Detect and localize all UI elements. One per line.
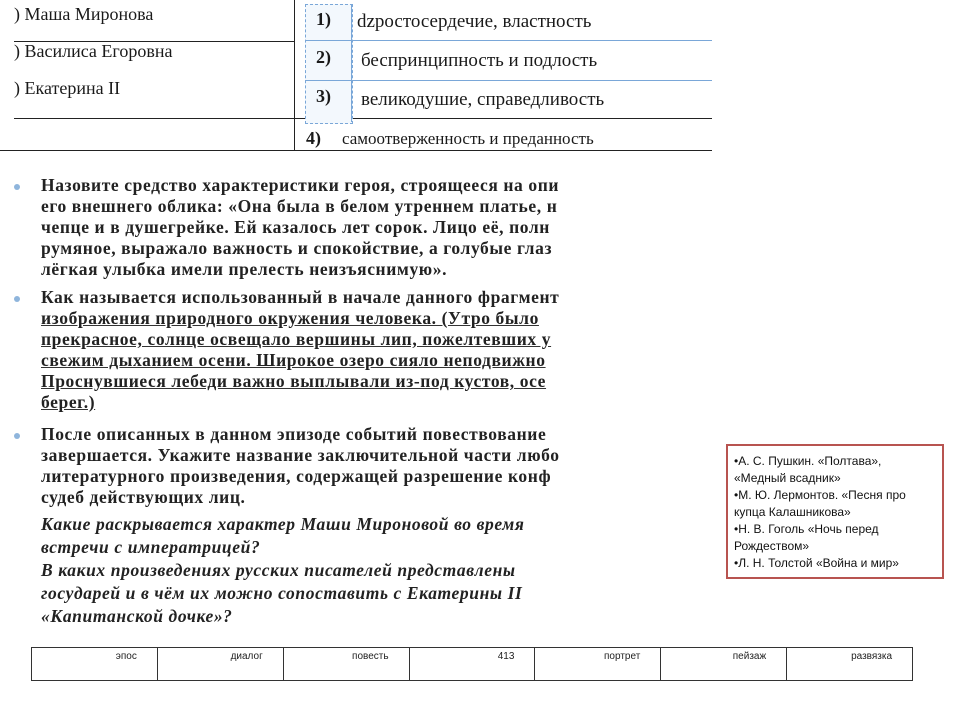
task-2-text <box>41 287 712 413</box>
table-row-divider <box>14 118 712 119</box>
text-line: изображения природного окружения человека. (Утро было <box>41 308 539 328</box>
number-box-border <box>351 4 352 122</box>
option-number: 2) <box>316 47 331 67</box>
reference-box <box>726 444 944 579</box>
terms-table <box>31 647 913 681</box>
text-line: литературного произведения, содержащей разрешение конф <box>41 466 552 486</box>
trait-text: беспринципность и подлость <box>361 50 598 71</box>
reference-item: •М. Ю. Лермонтов. «Песня про купца Калашникова» <box>734 488 906 519</box>
text-line: После описанных в данном эпизоде событий повествование <box>41 424 547 444</box>
text-line: свежим дыханием осени. Широкое озеро сияло неподвижно <box>41 350 546 370</box>
text-line: румяное, выражало важность и спокойствие, а голубые глаз <box>41 238 553 258</box>
option-number: 1) <box>316 9 331 29</box>
number-row-divider <box>305 40 712 41</box>
text-line: прекрасное, солнце освещало вершины лип, пожелтевших у <box>41 329 552 349</box>
text-line: Назовите средство характеристики героя, строящееся на опи <box>41 175 560 195</box>
task-1-text <box>41 175 712 280</box>
text-line: завершается. Укажите название заключительной части любо <box>41 445 560 465</box>
option-number: 4) <box>306 128 321 148</box>
table-bottom-border <box>0 150 712 151</box>
matching-table <box>0 0 712 150</box>
question-line: Какие раскрывается характер Маши Мироновой во время <box>41 514 525 534</box>
term-cell: диалог <box>158 648 284 680</box>
character-name: ) Василиса Егоровна <box>14 41 173 61</box>
term-cell: развязка <box>851 651 893 662</box>
text-line: судеб действующих лиц. <box>41 487 246 507</box>
question-line: В каких произведениях русских писателей представлены <box>41 560 516 580</box>
text-line: его внешнего облика: «Она была в белом утреннем платье, н <box>41 196 558 216</box>
discussion-questions <box>41 513 712 628</box>
term-cell: портрет <box>535 648 661 680</box>
trait-text: самоотверженность и преданность <box>342 129 594 148</box>
trait-text: ǳростосердечие, властность <box>357 11 592 32</box>
character-name: ) Екатерина II <box>14 78 121 98</box>
term-cell: пейзаж <box>661 648 787 680</box>
reference-item: •Н. В. Гоголь «Ночь перед Рождеством» <box>734 522 879 553</box>
text-line: берег.) <box>41 392 96 412</box>
option-number: 3) <box>316 86 331 106</box>
number-row-divider <box>305 80 712 81</box>
reference-item: •А. С. Пушкин. «Полтава», «Медный всадник» <box>734 454 882 485</box>
question-line: государей и в чём их можно сопоставить с Екатерины II <box>41 583 523 603</box>
bullet-icon <box>14 296 20 302</box>
trait-text: великодушие, справедливость <box>361 89 605 110</box>
bullet-icon <box>14 433 20 439</box>
text-line: Проснувшиеся лебеди важно выплывали из-под кустов, осе <box>41 371 547 391</box>
reference-item: •Л. Н. Толстой «Война и мир» <box>734 556 899 570</box>
character-name: ) Маша Миронова <box>14 4 154 24</box>
term-cell: повесть <box>284 648 410 680</box>
question-line: встречи с императрицей? <box>41 537 261 557</box>
table-divider <box>294 0 295 150</box>
question-line: «Капитанской дочке»? <box>41 606 233 626</box>
task-3-text <box>41 424 712 508</box>
text-line: лёгкая улыбка имели прелесть неизъяснимую». <box>41 259 448 279</box>
term-cell: 413 <box>410 648 536 680</box>
bullet-icon <box>14 184 20 190</box>
text-line: Как называется использованный в начале данного фрагмент <box>41 287 560 307</box>
term-cell: эпос <box>32 648 158 680</box>
text-line: чепце и в душегрейке. Ей казалось лет сорок. Лицо её, полн <box>41 217 550 237</box>
